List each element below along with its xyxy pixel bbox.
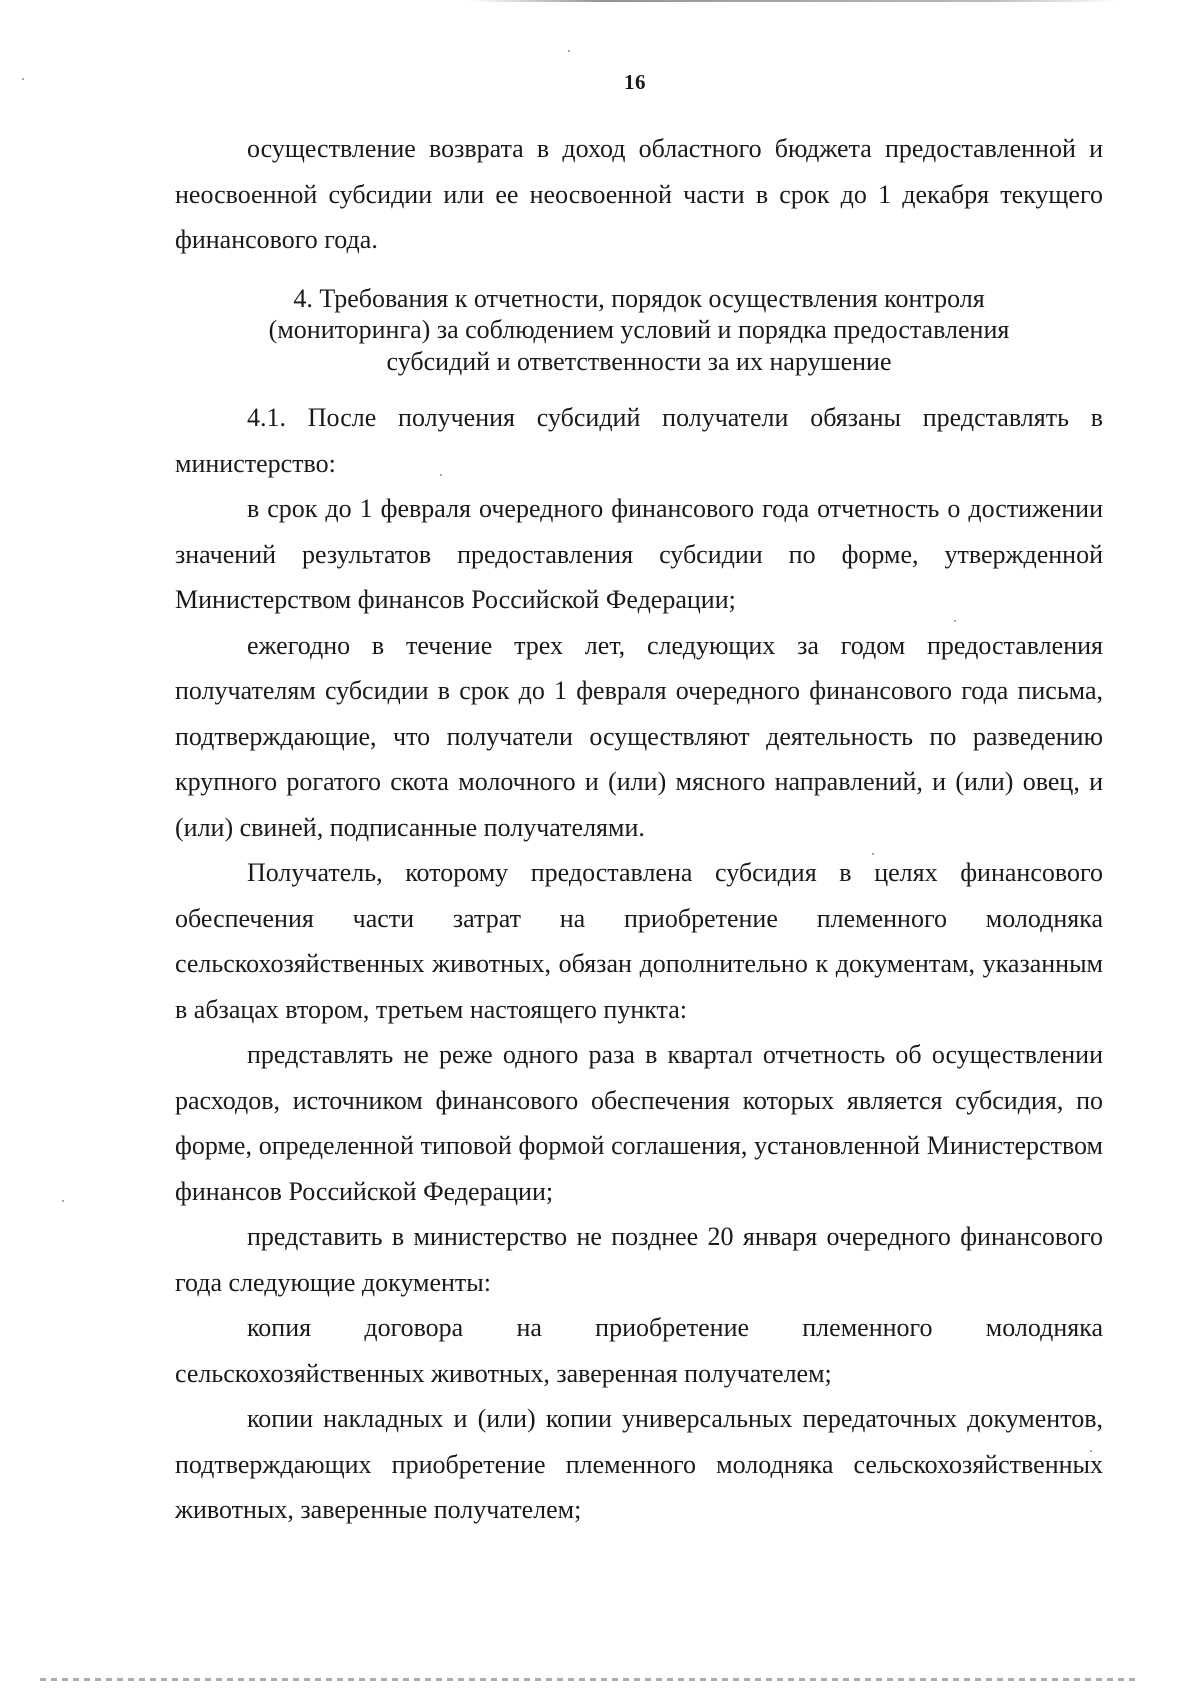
- scan-edge-bottom: [40, 1678, 1140, 1681]
- paragraph-contract-copy: копия договора на приобретение племенного молодняка сельскохозяйственных животных, заверенная получателем;: [175, 1313, 1103, 1388]
- paragraph-return-of-subsidy: осуществление возврата в доход областного бюджета предоставленной и неосвоенной субсидии или ее неосвоенной части в срок до 1 декабря текущего финансового года.: [175, 134, 1103, 254]
- scan-speck: [62, 1200, 64, 1202]
- paragraph-invoice-copies: копии накладных и (или) копии универсальных передаточных документов, подтверждающих приобретение племенного молодняка сельскохозяйственных животных, заверенные получателем;: [175, 1404, 1103, 1524]
- scan-edge-top: [470, 0, 1120, 2]
- page-number: 16: [624, 70, 646, 94]
- document-body: [175, 126, 1103, 1533]
- scan-speck: [568, 50, 570, 52]
- paragraph-annual-letters: ежегодно в течение трех лет, следующих за годом предоставления получателям субсидии в срок до 1 февраля очередного финансового года письма, подтверждающие, что получатели осуществляют деятельность по разведению крупного рогатого скота молочного и (или) мясного направлений, и (или) овец, и (или) свиней, подписанные получателями.: [175, 630, 1103, 842]
- paragraph-4-1: 4.1. После получения субсидий получатели обязаны представлять в министерство:: [175, 403, 1103, 478]
- section-heading: 4. Требования к отчетности, порядок осуществления контроля (мониторинга) за соблюдением условий и порядка предоставления субсидий и ответственности за их нарушение: [268, 283, 1010, 376]
- paragraph-quarterly-report: представлять не реже одного раза в квартал отчетность об осуществлении расходов, источником финансового обеспечения которых является субсидия, по форме, определенной типовой формой соглашения, установленной Министерством финансов Российской Федерации;: [175, 1040, 1103, 1206]
- paragraph-breeding-stock-recipient: Получатель, которому предоставлена субсидия в целях финансового обеспечения части затрат на приобретение племенного молодняка сельскохозяйственных животных, обязан дополнительно к документам, указанным в абзацах втором, третьем настоящего пункта:: [175, 858, 1103, 1024]
- paragraph-january-documents: представить в министерство не позднее 20 января очередного финансового года следующие документы:: [175, 1222, 1103, 1297]
- paragraph-results-report: в срок до 1 февраля очередного финансового года отчетность о достижении значений результатов предоставления субсидии по форме, утвержденной Министерством финансов Российской Федерации;: [175, 494, 1103, 614]
